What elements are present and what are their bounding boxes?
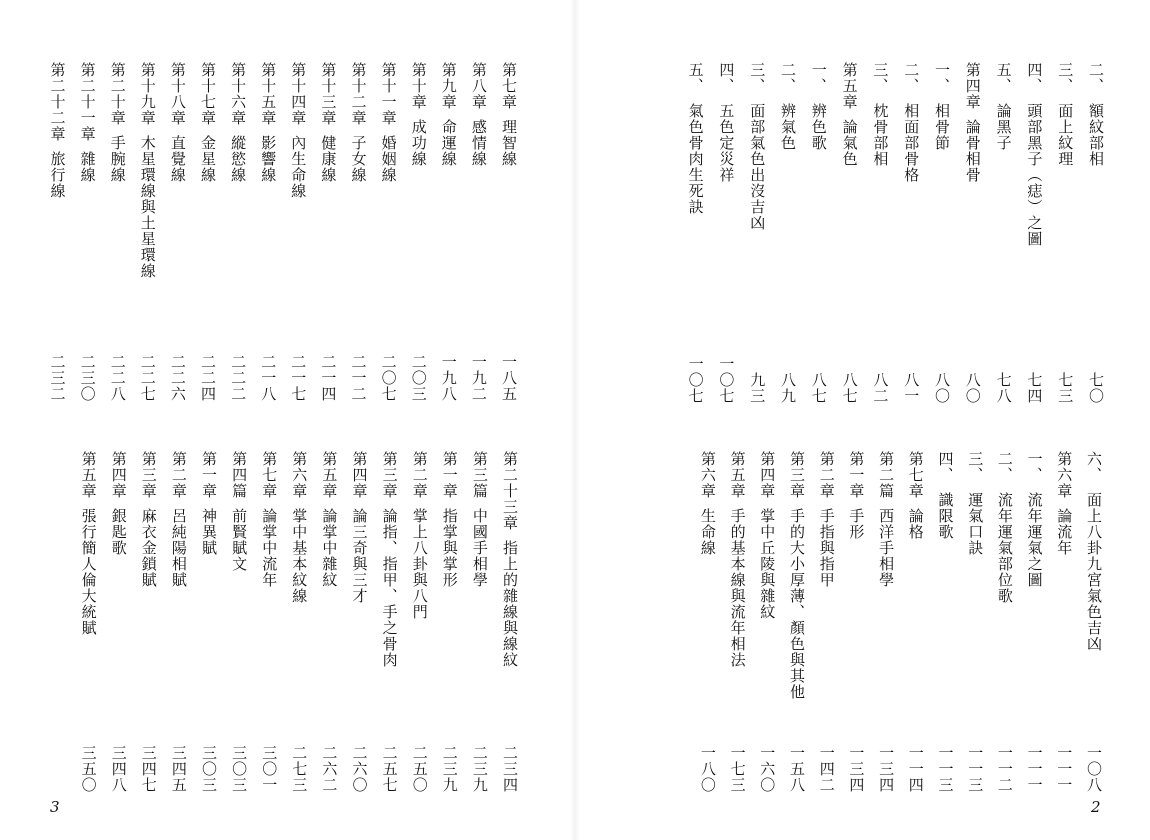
toc-entry-page: 一九八 <box>439 354 458 402</box>
toc-entry-title: 辨色歌 <box>809 103 828 151</box>
toc-entry-heading <box>77 62 99 183</box>
toc-entry-heading <box>409 451 431 620</box>
toc-entry-page: 七八 <box>994 372 1013 404</box>
toc-entry-heading <box>808 62 830 151</box>
toc-entry-title: 麻衣金鎖賦 <box>139 508 158 588</box>
toc-entry-label: 五、 <box>686 62 705 94</box>
toc-entry-title: 健康線 <box>319 135 338 183</box>
toc-entry-title: 掌中丘陵與雜紋 <box>758 508 777 620</box>
toc-entry <box>900 62 922 404</box>
toc-entry-label: 第四章 <box>350 451 369 499</box>
toc-entry-title: 命運線 <box>439 119 458 167</box>
toc-entry-label: 第一章 <box>200 451 218 499</box>
toc-entry <box>258 451 280 793</box>
toc-entry-title: 枕骨部相 <box>871 103 890 167</box>
toc-entry-label: 五、 <box>994 62 1013 94</box>
toc-entry <box>47 62 69 402</box>
toc-entry-label: 六、 <box>1085 451 1103 483</box>
toc-entry <box>931 62 953 404</box>
toc-entry-title: 旅行線 <box>48 151 67 199</box>
toc-entry-heading <box>715 62 737 183</box>
toc-entry <box>715 62 737 404</box>
toc-entry-heading <box>108 451 130 556</box>
toc-entry-page: 七四 <box>1025 372 1044 404</box>
toc-entry <box>168 451 190 793</box>
toc-entry-heading <box>317 62 339 183</box>
toc-entry-heading <box>905 451 927 540</box>
toc-entry-heading <box>318 451 340 588</box>
toc-entry-heading <box>900 62 922 183</box>
toc-entry-heading <box>1023 62 1045 247</box>
toc-entry <box>845 451 867 793</box>
toc-entry <box>746 62 768 404</box>
toc-entry-page: 二〇三 <box>409 354 428 402</box>
toc-entry-label: 第二章 <box>410 451 429 499</box>
toc-entry <box>348 62 370 402</box>
toc-entry-page: 二一七 <box>289 354 308 402</box>
toc-entry <box>349 451 371 793</box>
toc-entry-heading <box>198 451 220 556</box>
toc-entry-label: 第四篇 <box>230 451 249 499</box>
toc-entry-label: 四、 <box>1025 62 1044 94</box>
toc-entry-heading <box>78 451 100 636</box>
toc-entry-label: 第十章 <box>409 62 428 110</box>
toc-entry-title: 運氣口訣 <box>966 492 985 556</box>
toc-entry-label: 第二十三章 <box>501 451 519 531</box>
toc-entry-page: 二一八 <box>259 354 278 402</box>
toc-entry-page: 二二七 <box>138 354 157 402</box>
toc-entry-heading <box>348 62 370 183</box>
toc-entry-page: 二七三 <box>290 745 309 793</box>
toc-entry-page: 二三四 <box>501 745 519 793</box>
toc-entry-label: 第六章 <box>698 451 717 499</box>
toc-entry-page: 二二四 <box>199 354 217 402</box>
toc-entry-label: 三、 <box>966 451 985 483</box>
toc-entry <box>78 451 100 793</box>
toc-entry-heading <box>816 451 838 588</box>
toc-entry-title: 辨氣色 <box>779 103 797 151</box>
toc-entry-heading <box>439 451 461 588</box>
toc-entry-heading <box>137 62 159 279</box>
toc-entry <box>685 62 707 404</box>
toc-entry-heading <box>468 62 490 167</box>
toc-entry-label: 第三篇 <box>470 451 489 499</box>
toc-entry <box>288 451 310 793</box>
toc-entry-label: 第十三章 <box>319 62 338 126</box>
toc-entry-page: 三五〇 <box>79 745 98 793</box>
toc-entry-heading <box>258 451 280 588</box>
toc-entry-heading <box>777 62 799 151</box>
toc-entry-label: 第五章 <box>79 451 98 499</box>
toc-entry <box>808 62 830 404</box>
toc-entry <box>287 62 309 402</box>
toc-entry-heading <box>197 62 219 183</box>
toc-entry-title: 論三奇與三才 <box>350 508 369 604</box>
toc-entry-label: 第四章 <box>963 62 982 110</box>
toc-entry-heading <box>107 62 129 183</box>
toc-entry-heading <box>993 62 1015 151</box>
toc-entry <box>468 62 490 402</box>
toc-entry-page: 一五八 <box>788 745 806 793</box>
toc-entry <box>1085 62 1107 404</box>
toc-entry-page: 二五〇 <box>410 745 429 793</box>
toc-entry-page: 二三九 <box>470 745 489 793</box>
toc-entry-heading <box>964 451 986 556</box>
toc-entry-title: 手的大小厚薄、顏色與其他 <box>788 508 806 700</box>
toc-entry-label: 第五章 <box>840 62 859 110</box>
toc-entry-title: 手腕線 <box>108 135 127 183</box>
toc-entry-title: 呂純陽相賦 <box>169 508 188 588</box>
toc-entry-title: 婚姻線 <box>379 135 398 183</box>
toc-entry-page: 二一二 <box>349 354 368 402</box>
toc-entry <box>875 451 897 793</box>
toc-entry-label: 第十九章 <box>138 62 157 126</box>
toc-entry-title: 論黑子 <box>994 103 1013 151</box>
toc-entry-title: 手形 <box>847 508 866 540</box>
toc-entry-page: 八九 <box>779 372 797 404</box>
toc-entry-title: 手指與指甲 <box>817 508 836 588</box>
toc-entry-page: 一八〇 <box>698 745 717 793</box>
toc-entry-title: 西洋手相學 <box>877 508 896 588</box>
toc-entry-label: 第四章 <box>758 451 777 499</box>
toc-entry-page: 二三九 <box>440 745 459 793</box>
toc-entry-title: 張行簡人倫大統賦 <box>79 508 98 636</box>
toc-entry-label: 第五章 <box>320 451 339 499</box>
toc-entry <box>905 451 927 793</box>
toc-entry-page: 二三二 <box>48 354 67 402</box>
toc-entry-label: 第九章 <box>439 62 458 110</box>
toc-entry-page: 二三〇 <box>78 354 97 402</box>
toc-entry-page: 八七 <box>809 372 828 404</box>
toc-entry-label: 三、 <box>1056 62 1075 94</box>
toc-entry <box>993 62 1015 404</box>
toc-entry <box>869 62 891 404</box>
toc-entry-heading <box>727 451 749 668</box>
toc-entry <box>167 62 189 402</box>
toc-entry-page: 一〇七 <box>686 356 705 404</box>
toc-entry-heading <box>869 62 891 167</box>
toc-entry-page: 七三 <box>1056 372 1075 404</box>
toc-entry-title: 論格 <box>906 508 925 540</box>
toc-entry-heading <box>138 451 160 588</box>
toc-entry-page: 二〇七 <box>379 354 398 402</box>
toc-entry-label: 第五章 <box>728 451 747 499</box>
toc-entry-page: 九三 <box>748 372 767 404</box>
toc-entry-title: 生命線 <box>698 508 717 556</box>
toc-entry-label: 第十六章 <box>229 62 248 126</box>
toc-entry-page: 一七三 <box>728 745 747 793</box>
toc-entry-heading <box>469 451 491 588</box>
toc-entry-heading <box>379 451 401 668</box>
toc-entry-label: 四、 <box>936 451 955 483</box>
toc-entry-label: 一、 <box>933 62 951 94</box>
toc-entry-page: 二六二 <box>320 745 339 793</box>
toc-entry <box>108 451 130 793</box>
toc-entry-heading <box>499 451 521 668</box>
toc-entry-heading <box>1054 62 1076 167</box>
toc-entry-label: 二、 <box>1087 62 1105 94</box>
toc-entry-label: 第十一章 <box>379 62 398 126</box>
toc-entry-label: 第十五章 <box>259 62 278 126</box>
toc-entry-page: 八二 <box>871 372 890 404</box>
toc-entry-label: 第三章 <box>788 451 806 499</box>
toc-entry-heading <box>845 451 867 540</box>
toc-entry-label: 二、 <box>902 62 921 94</box>
toc-entry <box>257 62 279 402</box>
toc-entry-page: 二二六 <box>168 354 187 402</box>
toc-entry-heading <box>962 62 984 183</box>
toc-entry-title: 面上八卦九宮氣色吉凶 <box>1085 492 1103 652</box>
toc-entry-title: 中國手相學 <box>470 508 489 588</box>
toc-entry-page: 三四八 <box>109 745 128 793</box>
toc-entry-title: 論掌中流年 <box>260 508 279 588</box>
toc-entry-heading <box>875 451 897 588</box>
toc-entry-title: 神異賦 <box>200 508 218 556</box>
toc-entry-page: 二五七 <box>380 745 399 793</box>
toc-entry-label: 第六章 <box>290 451 309 499</box>
toc-entry-label: 第七章 <box>906 451 925 499</box>
toc-entry-page: 八七 <box>840 372 859 404</box>
toc-entry-title: 前賢賦文 <box>230 508 249 572</box>
toc-entry <box>469 451 491 793</box>
toc-entry-label: 第八章 <box>469 62 488 110</box>
toc-entry-title: 相骨節 <box>933 103 951 151</box>
toc-entry-heading <box>287 62 309 199</box>
toc-entry-page: 三〇一 <box>260 745 279 793</box>
toc-entry-heading <box>498 62 520 167</box>
toc-entry-label: 第三章 <box>380 451 399 499</box>
toc-entry-title: 面上紋理 <box>1056 103 1075 167</box>
toc-entry <box>964 451 986 793</box>
toc-entry-label: 第六章 <box>1055 451 1074 499</box>
toc-entry-page: 八〇 <box>963 372 982 404</box>
toc-entry-page: 一一二 <box>995 745 1014 793</box>
toc-entry-label: 三、 <box>871 62 890 94</box>
toc-entry <box>227 62 249 402</box>
toc-entry-title: 子女線 <box>349 135 368 183</box>
toc-entry-heading <box>288 451 310 604</box>
toc-entry-label: 第十四章 <box>289 62 308 126</box>
toc-entry <box>962 62 984 404</box>
toc-entry <box>816 451 838 793</box>
toc-entry-label: 第十二章 <box>349 62 368 126</box>
toc-entry-label: 第二章 <box>817 451 836 499</box>
toc-entry-heading <box>1083 451 1105 652</box>
toc-entry-label: 第一章 <box>847 451 866 499</box>
toc-entry-page: 一四二 <box>817 745 836 793</box>
toc-entry <box>439 451 461 793</box>
toc-entry-title: 掌上八卦與八門 <box>410 508 429 620</box>
toc-entry-title: 縱慾線 <box>229 135 248 183</box>
toc-entry <box>379 451 401 793</box>
toc-entry-title: 指上的雜線與線紋 <box>501 540 519 668</box>
toc-entry-title: 成功線 <box>409 119 428 167</box>
toc-entry <box>317 62 339 402</box>
toc-entry-label: 一、 <box>809 62 828 94</box>
toc-entry-page: 一三四 <box>877 745 896 793</box>
page-number-left: 3 <box>50 798 60 816</box>
toc-entry-title: 頭部黑子（痣）之圖 <box>1025 103 1044 247</box>
toc-entry <box>408 62 430 402</box>
toc-entry <box>1083 451 1105 793</box>
toc-entry-page: 三四五 <box>169 745 188 793</box>
toc-entry-page: 二二八 <box>108 354 127 402</box>
toc-entry-label: 第二篇 <box>877 451 896 499</box>
toc-entry-title: 論指、指甲、手之骨肉 <box>380 508 399 668</box>
toc-entry <box>994 451 1016 793</box>
toc-entry-page: 三四七 <box>139 745 158 793</box>
toc-entry-label: 第七章 <box>500 62 518 110</box>
toc-entry <box>1023 62 1045 404</box>
toc-entry-page: 一八五 <box>500 354 518 402</box>
toc-entry-heading <box>167 62 189 183</box>
toc-entry-label: 第二十一章 <box>78 62 97 142</box>
toc-entry-title: 識限歌 <box>936 492 955 540</box>
toc-entry-heading <box>349 451 371 604</box>
toc-entry-title: 銀匙歌 <box>109 508 128 556</box>
toc-entry-heading <box>408 62 430 167</box>
toc-entry-title: 理智線 <box>500 119 518 167</box>
toc-entry-page: 三〇三 <box>230 745 249 793</box>
toc-entry-heading <box>1053 451 1075 556</box>
toc-entry-page: 二六〇 <box>350 745 369 793</box>
toc-entry-title: 額紋部相 <box>1087 103 1105 167</box>
toc-entry-page: 一一一 <box>1025 745 1044 793</box>
toc-entry-title: 五色定災祥 <box>717 103 736 183</box>
toc-entry-title: 指掌與掌形 <box>440 508 459 588</box>
toc-entry-title: 論氣色 <box>840 119 859 167</box>
toc-entry-label: 第十八章 <box>168 62 187 126</box>
toc-entry-label: 第十七章 <box>199 62 217 126</box>
toc-entry <box>198 451 220 793</box>
toc-entry-heading <box>756 451 778 620</box>
toc-entry-page: 一一三 <box>936 745 955 793</box>
toc-entry <box>1024 451 1046 793</box>
toc-entry-page: 七〇 <box>1087 372 1105 404</box>
toc-entry-heading <box>786 451 808 700</box>
toc-entry-page: 三〇三 <box>200 745 218 793</box>
toc-entry <box>756 451 778 793</box>
toc-entry-title: 掌中基本紋線 <box>290 508 309 604</box>
toc-entry-page: 八一 <box>902 372 921 404</box>
toc-entry <box>786 451 808 793</box>
toc-entry <box>1053 451 1075 793</box>
toc-entry-title: 內生命線 <box>289 135 308 199</box>
toc-entry-page: 一一一 <box>1055 745 1074 793</box>
toc-entry-page: 一六〇 <box>758 745 777 793</box>
toc-entry-heading <box>228 451 250 572</box>
toc-entry <box>498 62 520 402</box>
toc-entry-heading <box>438 62 460 167</box>
toc-entry-label: 四、 <box>717 62 736 94</box>
toc-entry <box>318 451 340 793</box>
toc-entry-heading <box>685 62 707 215</box>
toc-entry <box>777 62 799 404</box>
toc-entry-label: 第七章 <box>260 451 279 499</box>
toc-entry-title: 影響線 <box>259 135 278 183</box>
toc-entry <box>727 451 749 793</box>
toc-entry-page: 一〇七 <box>717 356 736 404</box>
toc-entry-heading <box>839 62 861 167</box>
toc-entry-title: 論掌中雜紋 <box>320 508 339 588</box>
toc-entry-heading <box>1024 451 1046 588</box>
right-page <box>575 0 1150 840</box>
toc-entry <box>1054 62 1076 404</box>
toc-entry-heading <box>378 62 400 183</box>
toc-entry-heading <box>935 451 957 540</box>
toc-entry <box>697 451 719 793</box>
toc-entry <box>839 62 861 404</box>
toc-entry-title: 感情線 <box>469 119 488 167</box>
toc-entry-title: 雜線 <box>78 151 97 183</box>
toc-entry <box>77 62 99 402</box>
toc-entry-heading <box>697 451 719 556</box>
toc-entry-page: 一一四 <box>906 745 925 793</box>
toc-entry-page: 一〇八 <box>1085 745 1103 793</box>
toc-entry <box>935 451 957 793</box>
toc-entry-label: 第四章 <box>109 451 128 499</box>
toc-entry-title: 木星環線與土星環線 <box>138 135 157 279</box>
toc-entry-page: 二二二 <box>229 354 248 402</box>
toc-entry-title: 流年運氣部位歌 <box>995 492 1014 604</box>
toc-entry-heading <box>994 451 1016 604</box>
toc-entry <box>378 62 400 402</box>
toc-entry-title: 流年運氣之圖 <box>1025 492 1044 588</box>
toc-entry-heading <box>931 62 953 151</box>
toc-entry-label: 二、 <box>779 62 797 94</box>
toc-entry-page: 八〇 <box>933 372 951 404</box>
toc-entry-label: 第三章 <box>139 451 158 499</box>
toc-entry-heading <box>47 62 69 199</box>
toc-entry-label: 二、 <box>995 451 1014 483</box>
toc-entry-label: 第二章 <box>169 451 188 499</box>
toc-entry <box>409 451 431 793</box>
toc-entry <box>107 62 129 402</box>
toc-entry-heading <box>1085 62 1107 167</box>
toc-entry-title: 金星線 <box>199 135 217 183</box>
toc-entry-label: 三、 <box>748 62 767 94</box>
toc-entry <box>137 62 159 402</box>
toc-entry-heading <box>257 62 279 183</box>
toc-entry-heading <box>746 62 768 231</box>
toc-entry <box>138 451 160 793</box>
toc-entry <box>499 451 521 793</box>
toc-entry-title: 論骨相骨 <box>963 119 982 183</box>
toc-entry-title: 面部氣色出沒吉凶 <box>748 103 767 231</box>
toc-entry-page: 一一三 <box>966 745 985 793</box>
toc-entry <box>197 62 219 402</box>
toc-entry-page: 二一四 <box>319 354 338 402</box>
toc-entry-heading <box>168 451 190 588</box>
page-number-right: 2 <box>1091 798 1101 816</box>
toc-entry-title: 直覺線 <box>168 135 187 183</box>
toc-entry-heading <box>227 62 249 183</box>
toc-entry <box>228 451 250 793</box>
toc-entry-page: 一三四 <box>847 745 866 793</box>
toc-entry-label: 第二十二章 <box>48 62 67 142</box>
toc-entry-label: 第一章 <box>440 451 459 499</box>
toc-entry-title: 論流年 <box>1055 508 1074 556</box>
toc-entry-label: 第二十章 <box>108 62 127 126</box>
toc-entry-label: 一、 <box>1025 451 1044 483</box>
toc-entry <box>438 62 460 402</box>
toc-entry-page: 一九二 <box>469 354 488 402</box>
toc-entry-title: 手的基本線與流年相法 <box>728 508 747 668</box>
toc-entry-title: 氣色骨肉生死訣 <box>686 103 705 215</box>
toc-entry-title: 相面部骨格 <box>902 103 921 183</box>
